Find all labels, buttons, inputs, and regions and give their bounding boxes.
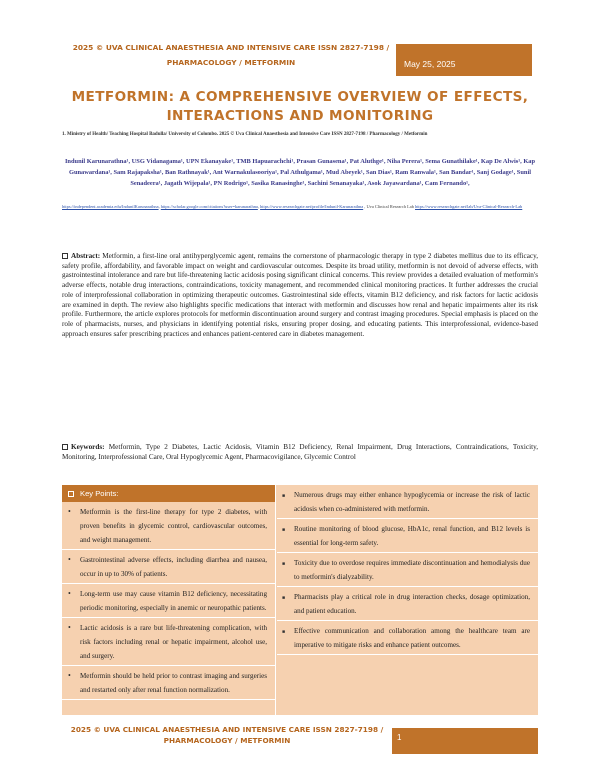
journal-footer (62, 724, 392, 746)
checkbox-icon (62, 444, 68, 450)
key-point-item: ■ Toxicity due to overdose requires immediate discontinuation and hemodialysis due to metformin's dialyzability. (277, 553, 538, 587)
key-point-item: • Gastrointestinal adverse effects, including diarrhea and nausea, occur in up to 30% of patients. (62, 550, 275, 584)
checkbox-icon (62, 253, 68, 259)
key-points-heading: Key Points: (62, 485, 275, 502)
lab-label: , Uva Clinical Research Lab (364, 204, 414, 209)
key-points-box (62, 485, 538, 715)
checkbox-icon (68, 491, 74, 497)
page-number: 1 (392, 728, 538, 754)
journal-header-line1: 2025 © UVA CLINICAL ANAESTHESIA AND INTENSIVE CARE ISSN 2827-7198 / (72, 43, 390, 52)
keywords (62, 443, 538, 462)
affiliation: 1. Ministry of Health/ Teaching Hospital Badulla/ University of Colombo. 2025 © Uva Clinical Anaesthesia and Intensive Care ISSN 2827-7198 / Pharmacology / Metformin (62, 132, 428, 137)
key-point-item: ■ Routine monitoring of blood glucose, HbA1c, renal function, and B12 levels is essential for long-term safety. (277, 519, 538, 553)
keywords-label: Keywords: (71, 443, 105, 451)
abstract (62, 252, 538, 339)
journal-header (62, 40, 400, 70)
journal-header-line2: PHARMACOLOGY / METFORMIN (166, 58, 296, 67)
publication-date: May 25, 2025 (396, 44, 532, 76)
link-google-scholar[interactable]: https://scholar.google.com/citations?user=karunarathna (160, 204, 258, 209)
link-researchgate-profile[interactable]: https://www.researchgate.net/profile/Indunil-Karunarathna (260, 204, 364, 209)
key-point-item: • Lactic acidosis is a rare but life-threatening complication, with risk factors including renal or hepatic impairment, alcohol use, and surgery. (62, 618, 275, 666)
abstract-label: Abstract: (71, 252, 101, 260)
link-academia[interactable]: https://independent.academia.edu/IndunilKarunarathna (62, 204, 159, 209)
key-point-item: ■ Pharmacists play a critical role in drug interaction checks, dosage optimization, and patient education. (277, 587, 538, 621)
link-researchgate-lab[interactable]: https://www.researchgate.net/lab/Uva-Clinical-Research-Lab (415, 204, 523, 209)
keywords-text: Metformin, Type 2 Diabetes, Lactic Acidosis, Vitamin B12 Deficiency, Renal Impairment, Drug Interactions, Contraindications, Toxicity, Monitoring, Interprofessional Care, Oral Hypoglycemic Agent, Pharmacovigilance, Glycemic Control (62, 443, 538, 461)
journal-footer-line1: 2025 © UVA CLINICAL ANAESTHESIA AND INTENSIVE CARE ISSN 2827-7198 / (70, 725, 384, 734)
article-title: METFORMIN: A COMPREHENSIVE OVERVIEW OF EFFECTS, INTERACTIONS AND MONITORING (71, 89, 529, 124)
key-point-item: ■ Effective communication and collaboration among the healthcare team are imperative to mitigate risks and enhance patient outcomes. (277, 621, 538, 655)
key-points-left-column (62, 485, 276, 715)
author-list: Indunil Karunarathna¹, USG Vidanagama¹, UPN Ekanayake¹, TMB Hapuarachchi¹, Prasan Gunasena¹, Pat Aluthge¹, Niha Perera¹, Sema Gunathilake¹, Kap De Alwis¹, Kap Gunawardana¹, Sam Rajapaksha¹, Ban Rathnayak¹, Ant Warnakulasooriya¹, Pal Athulgama¹, Mud Abeyek¹, San Dias¹, Ram Ranwala¹, San Bandar¹, Sanj Godage¹, Sunil Senadeera¹, Jagath Wijepala¹, PN Rodrigo¹, Sasika Ranasinghe¹, Sachini Senanayaka¹, Asok Jayawardana¹, Cam Fernando¹, (64, 158, 536, 187)
author-links: https://independent.academia.edu/IndunilKarunarathna, https://scholar.google.com/citations?user=karunarathna, https://www.researchgate.net/profile/Indunil-Karunarathna , Uva Clinical Research Lab https://www.researchgate.net/lab/Uva-Clinical-Research-Lab (62, 204, 523, 209)
key-point-item: • Metformin is the first-line therapy for type 2 diabetes, with proven benefits in glycemic control, cardiovascular outcomes, and weight management. (62, 502, 275, 550)
key-points-right-column (277, 485, 538, 655)
key-point-item: • Metformin should be held prior to contrast imaging and surgeries and restarted only after renal function normalization. (62, 666, 275, 700)
journal-footer-line2: PHARMACOLOGY / METFORMIN (163, 736, 291, 745)
abstract-text: Metformin, a first-line oral antihyperglycemic agent, remains the cornerstone of pharmacologic therapy in type 2 diabetes mellitus due to its efficacy, safety profile, affordability, and favorable impact on weight and cardiovascular outcomes. Despite its broad utility, metformin is not devoid of adverse effects, with gastrointestinal intolerance and rare but life-threatening lactic acidosis posing significant clinical concerns. This review provides a detailed evaluation of metformin's adverse effects, notable drug interactions, contraindications, toxicity management, and recommended clinical monitoring practices. It further addresses the crucial role of interprofessional collaboration in optimizing therapeutic outcomes. Gastrointestinal side effects, vitamin B12 deficiency, and risk factors for lactic acidosis are examined in depth. The review also highlights specific medications that interact with metformin and discusses how renal and hepatic impairments alter its risk profile. Furthermore, the article explores protocols for metformin discontinuation around surgery and contrast imaging procedures. Special emphasis is placed on the role of pharmacists, nurses, and physicians in identifying potential risks, ensuring proper dosing, and educating patients. This interprofessional, evidence-based approach ensures safer prescribing practices and enhances patient-centered care in diabetes management. (62, 252, 538, 338)
key-point-item: • Long-term use may cause vitamin B12 deficiency, necessitating periodic monitoring, especially in anemic or neuropathic patients. (62, 584, 275, 618)
key-point-item: ■ Numerous drugs may either enhance hypoglycemia or increase the risk of lactic acidosis when co-administered with metformin. (277, 485, 538, 519)
